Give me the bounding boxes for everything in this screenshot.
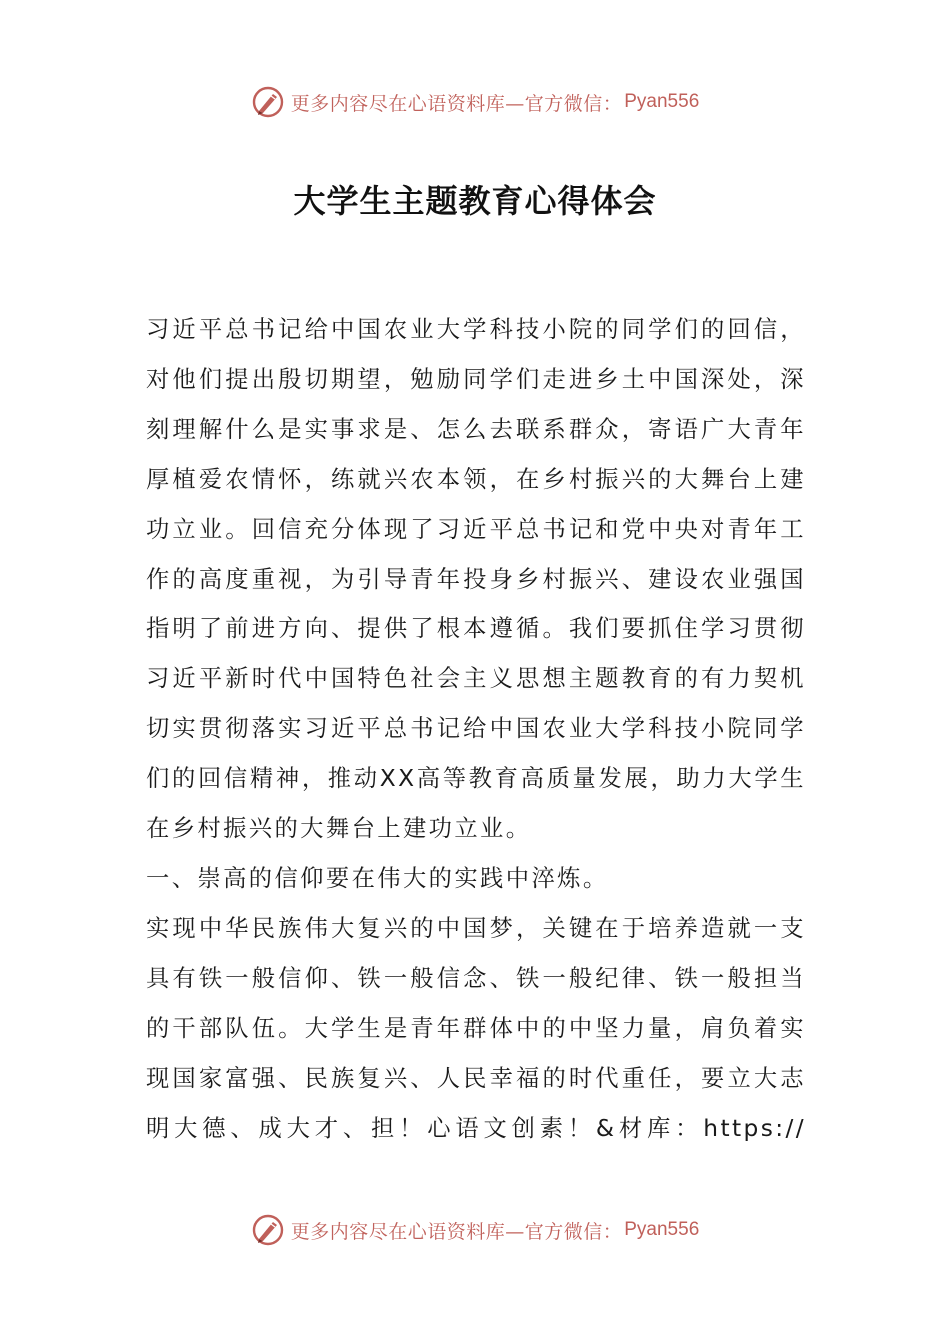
document-body [146,305,806,1153]
paragraph-section-1: 实现中华民族伟大复兴的中国梦，关键在于培养造就一支具有铁一般信仰、铁一般信念、铁一般纪律、铁一般担当的干部队伍。大学生是青年群体中的中坚力量，肩负着实现国家富强、民族复兴、人民幸福的时代重任，要立大志明大德、成大才、担！心语文创素！&材库：https:// [146,914,806,1142]
watermark-text: 更多内容尽在心语资料库—官方微信： [290,92,623,115]
document-title: 大学生主题教育心得体会 [293,182,657,220]
watermark-wechat-id: Pyan556 [624,91,700,112]
pen-logo-icon [251,1213,285,1247]
section-heading-1: 一、崇高的信仰要在伟大的实践中淬炼。 [146,864,609,892]
watermark-wechat-id: Pyan556 [624,1219,700,1240]
watermark-banner-bottom [0,1210,950,1250]
paragraph-intro: 习近平总书记给中国农业大学科技小院的同学们的回信，对他们提出殷切期望，勉励同学们走进乡土中国深处，深刻理解什么是实事求是、怎么去联系群众，寄语广大青年厚植爱农情怀，练就兴农本领，在乡村振兴的大舞台上建功立业。回信充分体现了习近平总书记和党中央对青年工作的高度重视，为引导青年投身乡村振兴、建设农业强国指明了前进方向、提供了根本遵循。我们要抓住学习贯彻习近平新时代中国特色社会主义思想主题教育的有力契机切实贯彻落实习近平总书记给中国农业大学科技小院同学们的回信精神，推动XX高等教育高质量发展，助力大学生在乡村振兴的大舞台上建功立业。 [146,316,806,843]
pen-logo-icon [251,85,285,119]
watermark-banner-top [0,82,950,122]
watermark-text: 更多内容尽在心语资料库—官方微信： [290,1220,623,1243]
